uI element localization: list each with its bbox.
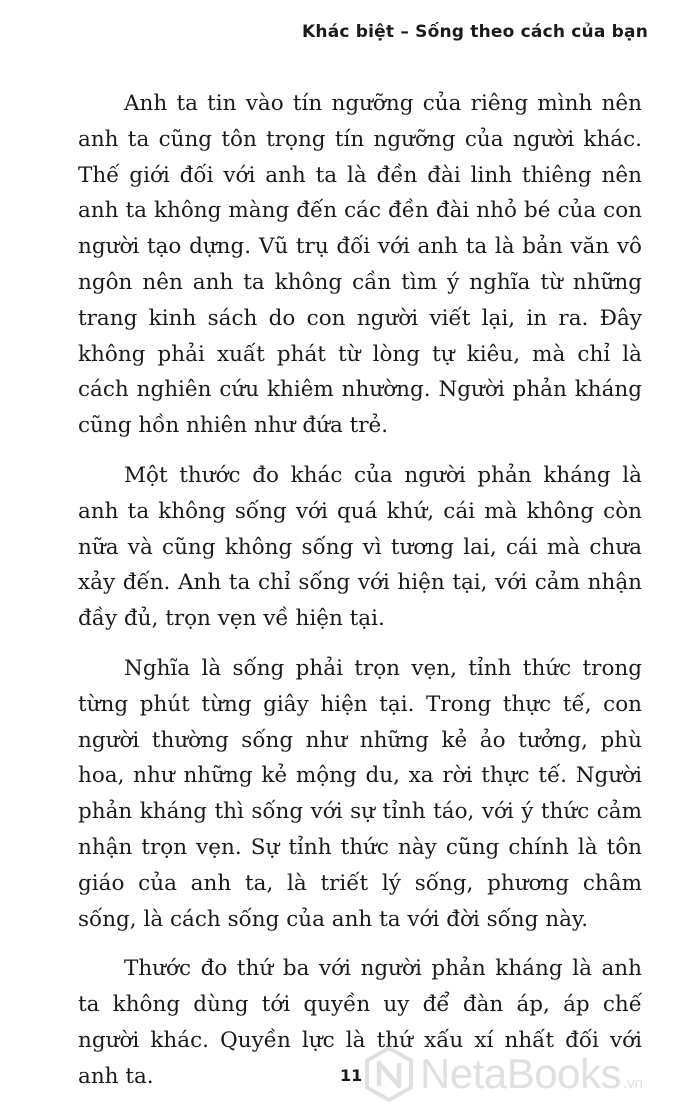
watermark [364, 1046, 643, 1102]
paragraph: Một thước đo khác của người phản kháng là anh ta không sống với quá khứ, cái mà không còn nữa và cũng không sống vì tương lai, cái mà chưa xảy đến. Anh ta chỉ sống với hiện tại, với cảm nhận đầy đủ, trọn vẹn về hiện tại. [78, 462, 642, 632]
body-text [78, 86, 642, 1109]
watermark-suffix: .vn [622, 1075, 643, 1092]
watermark-brand: NetaBooks [420, 1050, 621, 1097]
netabooks-logo-icon [364, 1046, 414, 1102]
paragraph: Anh ta tin vào tín ngưỡng của riêng mình nên anh ta cũng tôn trọng tín ngưỡng của người khác. Thế giới đối với anh ta là đền đài linh thiêng nên anh ta không màng đến các đền đài nhỏ bé của con người tạo dựng. Vũ trụ đối với anh ta là bản văn vô ngôn nên anh ta không cần tìm ý nghĩa từ những trang kinh sách do con người viết lại, in ra. Đây không phải xuất phát từ lòng tự kiêu, mà chỉ là cách nghiên cứu khiêm nhường. Người phản kháng cũng hồn nhiên như đứa trẻ. [78, 91, 642, 439]
page-number: 11 [340, 1066, 363, 1085]
paragraph: Nghĩa là sống phải trọn vẹn, tỉnh thức trong từng phút từng giây hiện tại. Trong thực tế, con người thường sống như những kẻ ảo tưởng, phù hoa, như những kẻ mộng du, xa rời thực tế. Người phản kháng thì sống với sự tỉnh táo, với ý thức cảm nhận trọn vẹn. Sự tỉnh thức này cũng chính là tôn giáo của anh ta, là triết lý sống, phương châm sống, là cách sống của anh ta với đời sống này. [78, 655, 642, 932]
running-header: Khác biệt – Sống theo cách của bạn [302, 22, 648, 42]
paragraph: Thước đo thứ ba với người phản kháng là anh ta không dùng tới quyền uy để đàn áp, áp chế người khác. Quyền lực là thứ xấu xí nhất đối với anh ta. [78, 956, 642, 1089]
